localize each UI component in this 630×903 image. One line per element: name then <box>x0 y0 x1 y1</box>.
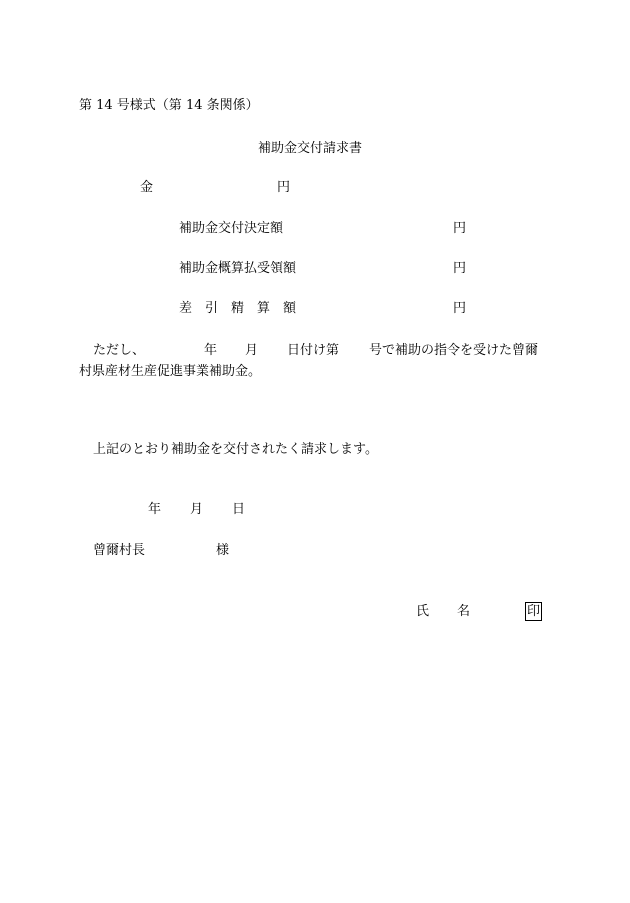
form-number: 第 14 号様式（第 14 条関係） <box>79 98 259 113</box>
addressee-name: 曾爾村長 <box>93 543 146 558</box>
date-day: 日 <box>232 502 246 517</box>
proviso-prefix: ただし、 <box>93 343 146 358</box>
row-difference-unit: 円 <box>453 301 467 316</box>
applicant-shi: 氏 <box>416 604 430 619</box>
request-statement: 上記のとおり補助金を交付されたく請求します。 <box>93 442 378 457</box>
amount-label: 金 <box>140 180 154 195</box>
row-decision-amount-unit: 円 <box>453 221 467 236</box>
row-advance-received-label: 補助金概算払受領額 <box>179 261 297 276</box>
date-year: 年 <box>148 502 162 517</box>
row-advance-received-unit: 円 <box>453 261 467 276</box>
amount-unit: 円 <box>277 180 291 195</box>
document-title: 補助金交付請求書 <box>258 141 363 156</box>
seal-box: 印 <box>526 604 540 619</box>
row-decision-amount-label: 補助金交付決定額 <box>179 221 284 236</box>
proviso-day: 日付け第 <box>287 343 340 358</box>
addressee-honorific: 様 <box>216 543 230 558</box>
date-month: 月 <box>190 502 204 517</box>
proviso-year: 年 <box>204 343 218 358</box>
proviso-suffix: 号で補助の指令を受けた曾爾 <box>369 343 539 358</box>
row-difference-label: 差 引 精 算 額 <box>179 301 297 316</box>
applicant-mei: 名 <box>457 604 471 619</box>
proviso-line2: 村県産材生産促進事業補助金。 <box>79 364 262 379</box>
proviso-month: 月 <box>245 343 259 358</box>
